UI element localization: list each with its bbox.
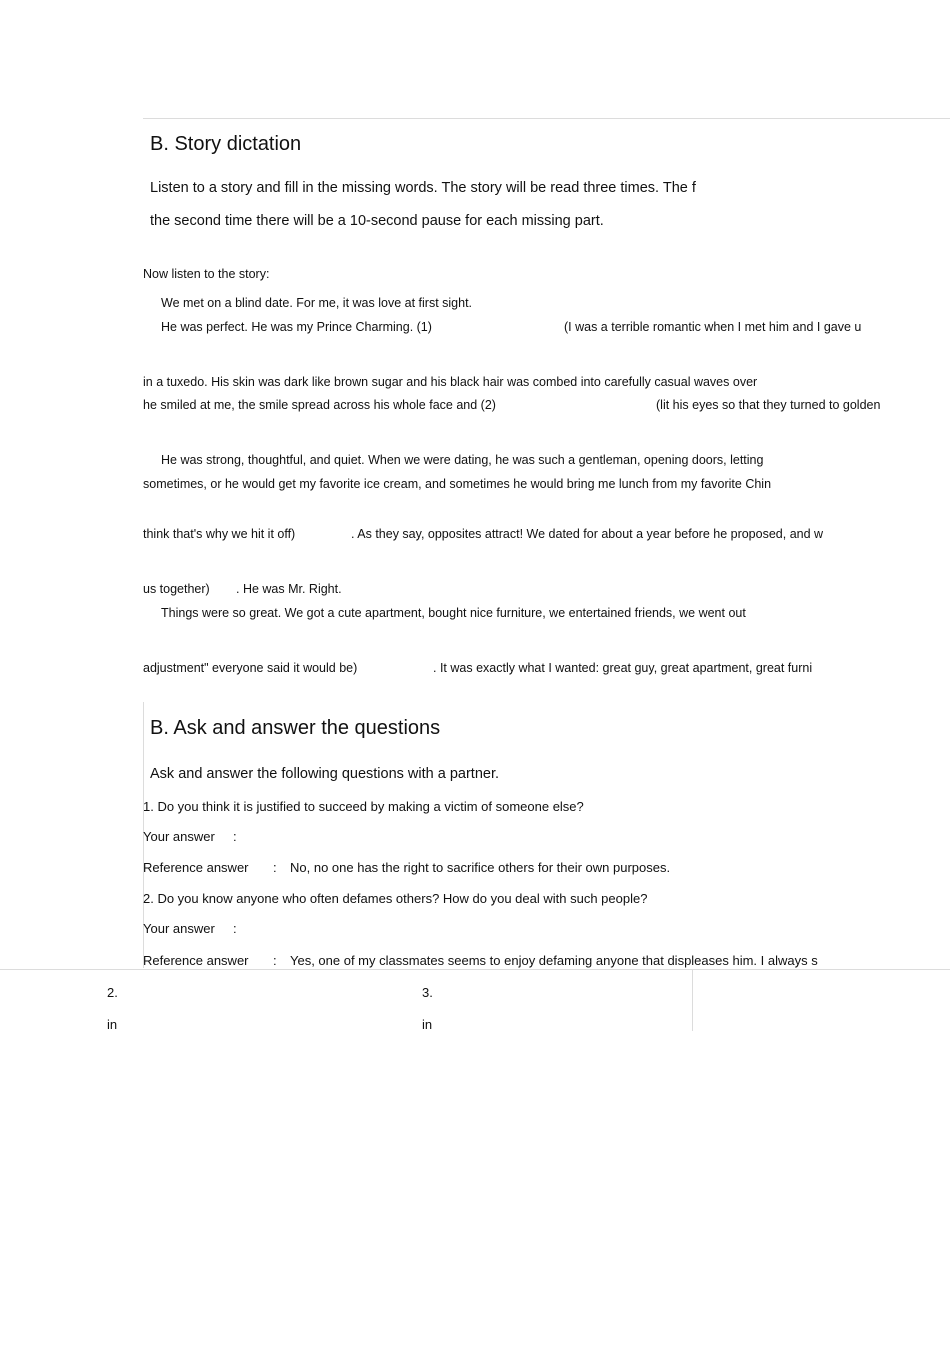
story-line-5: He was strong, thoughtful, and quiet. When we were dating, he was such a gentleman, opening doors, letting (161, 453, 764, 467)
section1-heading: B. Story dictation (150, 133, 302, 155)
reference-answer-colon-2: : (273, 953, 277, 968)
story-line-4a: he smiled at me, the smile spread across his whole face and (2) (143, 398, 496, 412)
story-line-1: We met on a blind date. For me, it was love at first sight. (161, 296, 473, 310)
footer-right-rule (692, 969, 693, 1031)
section2-heading: B. Ask and answer the questions (150, 717, 441, 739)
footer-col1-number: 2. (107, 985, 118, 1000)
reference-answer-text-1: No, no one has the right to sacrifice others for their own purposes. (290, 860, 671, 875)
footer-col1-word: in (107, 1017, 118, 1032)
section1-instructions-line1: Listen to a story and fill in the missing words. The story will be read three times. The f (150, 180, 696, 196)
story-line-2a: He was perfect. He was my Prince Charming. (1) (161, 320, 432, 334)
story-line-6: sometimes, or he would get my favorite ice cream, and sometimes he would bring me lunch from my favorite Chin (143, 477, 772, 491)
section1-instructions-line2: the second time there will be a 10-second pause for each missing part. (150, 213, 604, 229)
top-divider (143, 118, 950, 119)
story-line-4b: (lit his eyes so that they turned to golden (656, 398, 881, 412)
story-line-7a: think that's why we hit it off) (143, 527, 296, 541)
your-answer-label-1: Your answer (143, 829, 215, 844)
story-line-8a: us together) (143, 582, 210, 596)
footer-col2-word: in (422, 1017, 433, 1032)
story-line-10b: . It was exactly what I wanted: great guy, great apartment, great furni (433, 661, 813, 675)
section2-instructions: Ask and answer the following questions with a partner. (150, 766, 500, 782)
story-line-9: Things were so great. We got a cute apartment, bought nice furniture, we entertained friends, we went out (161, 606, 746, 620)
story-line-7b: . As they say, opposites attract! We dated for about a year before he proposed, and w (351, 527, 824, 541)
footer-divider (0, 969, 950, 970)
your-answer-colon-1: : (233, 829, 237, 844)
footer-col2-number: 3. (422, 985, 433, 1000)
reference-answer-colon-1: : (273, 860, 277, 875)
story-line-8b: . He was Mr. Right. (236, 582, 342, 596)
story-line-3: in a tuxedo. His skin was dark like brown sugar and his black hair was combed into carefully casual waves over (143, 375, 758, 389)
your-answer-label-2: Your answer (143, 921, 215, 936)
reference-answer-label-1: Reference answer (143, 860, 249, 875)
story-line-10a: adjustment" everyone said it would be) (143, 661, 358, 675)
question-1: 1. Do you think it is justified to succeed by making a victim of someone else? (143, 799, 584, 814)
your-answer-colon-2: : (233, 921, 237, 936)
reference-answer-text-2: Yes, one of my classmates seems to enjoy defaming anyone that displeases him. I always s (290, 953, 818, 968)
story-line-2b: (I was a terrible romantic when I met him and I gave u (564, 320, 862, 334)
story-intro: Now listen to the story: (143, 267, 270, 281)
reference-answer-label-2: Reference answer (143, 953, 249, 968)
question-2: 2. Do you know anyone who often defames others? How do you deal with such people? (143, 891, 648, 906)
